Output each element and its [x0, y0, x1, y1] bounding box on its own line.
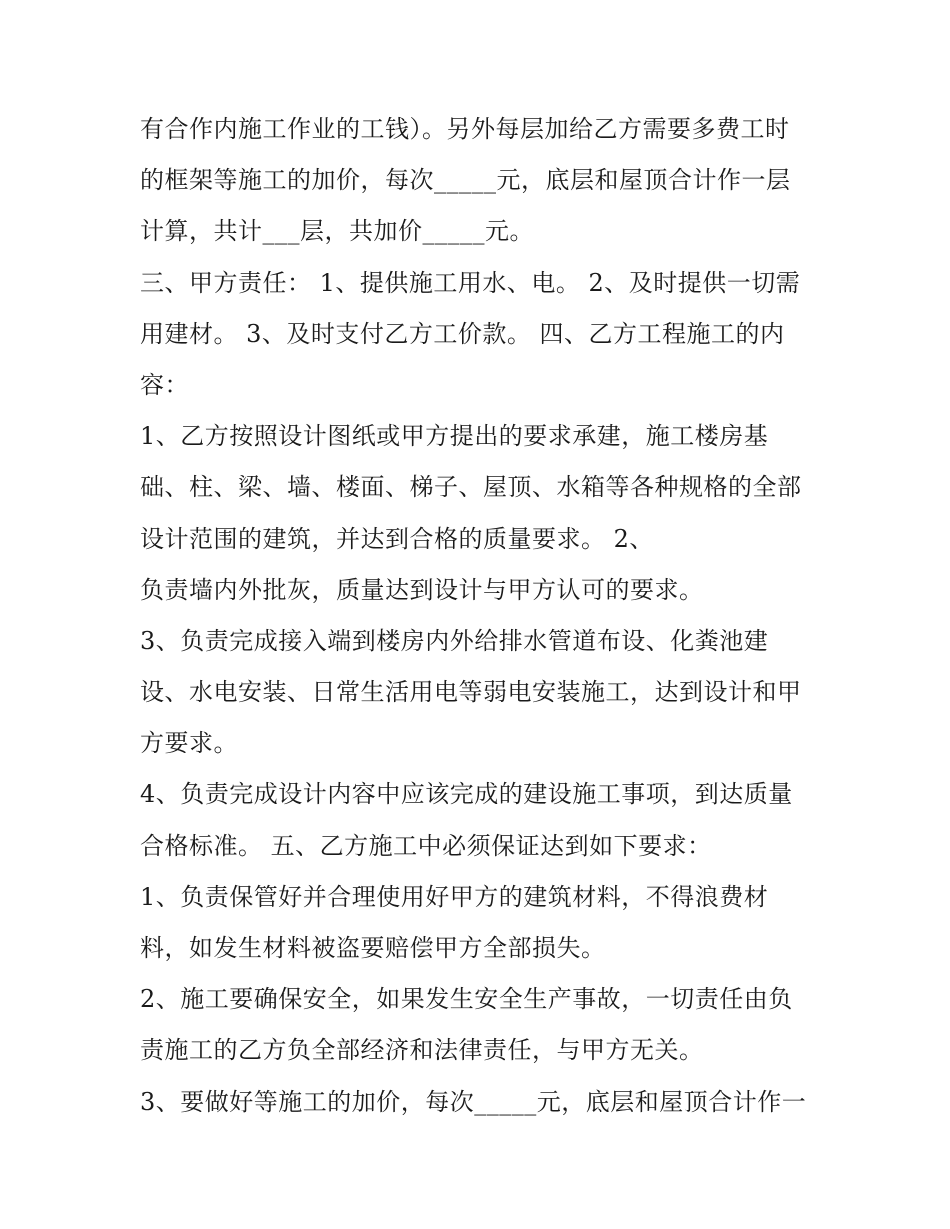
- text-line: 负责墙内外批灰，质量达到设计与甲方认可的要求。: [140, 575, 704, 604]
- document-body: [140, 104, 840, 1128]
- text-line: 的框架等施工的加价，每次_____元，底层和屋顶合计作一层: [140, 166, 791, 195]
- text-line: 计算，共计___层，共加价_____元。: [140, 217, 534, 246]
- text-line: 有合作内施工作业的工钱）。另外每层加给乙方需要多费工时: [140, 115, 790, 143]
- text-line: 方要求。: [140, 729, 238, 758]
- text-line: 设计范围的建筑，并达到合格的质量要求。 2、: [140, 524, 654, 553]
- text-line: 容：: [140, 370, 189, 399]
- text-line: 三、甲方责任： 1、提供施工用水、电。 2、及时提供一切需: [140, 268, 801, 297]
- text-line: 1、负责保管好并合理使用好甲方的建筑材料，不得浪费材: [140, 882, 769, 911]
- text-line: 3、要做好等施工的加价，每次_____元，底层和屋顶合计作一: [140, 1087, 807, 1116]
- text-line: 责施工的乙方负全部经济和法律责任，与甲方无关。: [140, 1036, 704, 1065]
- text-line: 1、乙方按照设计图纸或甲方提出的要求承建，施工楼房基: [140, 422, 769, 451]
- text-line: 础、柱、梁、墙、楼面、梯子、屋顶、水箱等各种规格的全部: [140, 473, 802, 502]
- text-line: 料，如发生材料被盗要赔偿甲方全部损失。: [140, 934, 606, 962]
- text-line: 用建材。 3、及时支付乙方工价款。 四、乙方工程施工的内: [140, 319, 785, 348]
- text-line: 3、负责完成接入端到楼房内外给排水管道布设、化粪池建: [140, 626, 769, 655]
- text-line: 4、负责完成设计内容中应该完成的建设施工事项，到达质量: [140, 780, 793, 809]
- text-line: 合格标准。 五、乙方施工中必须保证达到如下要求：: [140, 831, 712, 860]
- text-line: 2、施工要确保安全，如果发生安全生产事故，一切责任由负: [140, 985, 793, 1014]
- text-line: 设、水电安装、日常生活用电等弱电安装施工，达到设计和甲: [140, 678, 802, 707]
